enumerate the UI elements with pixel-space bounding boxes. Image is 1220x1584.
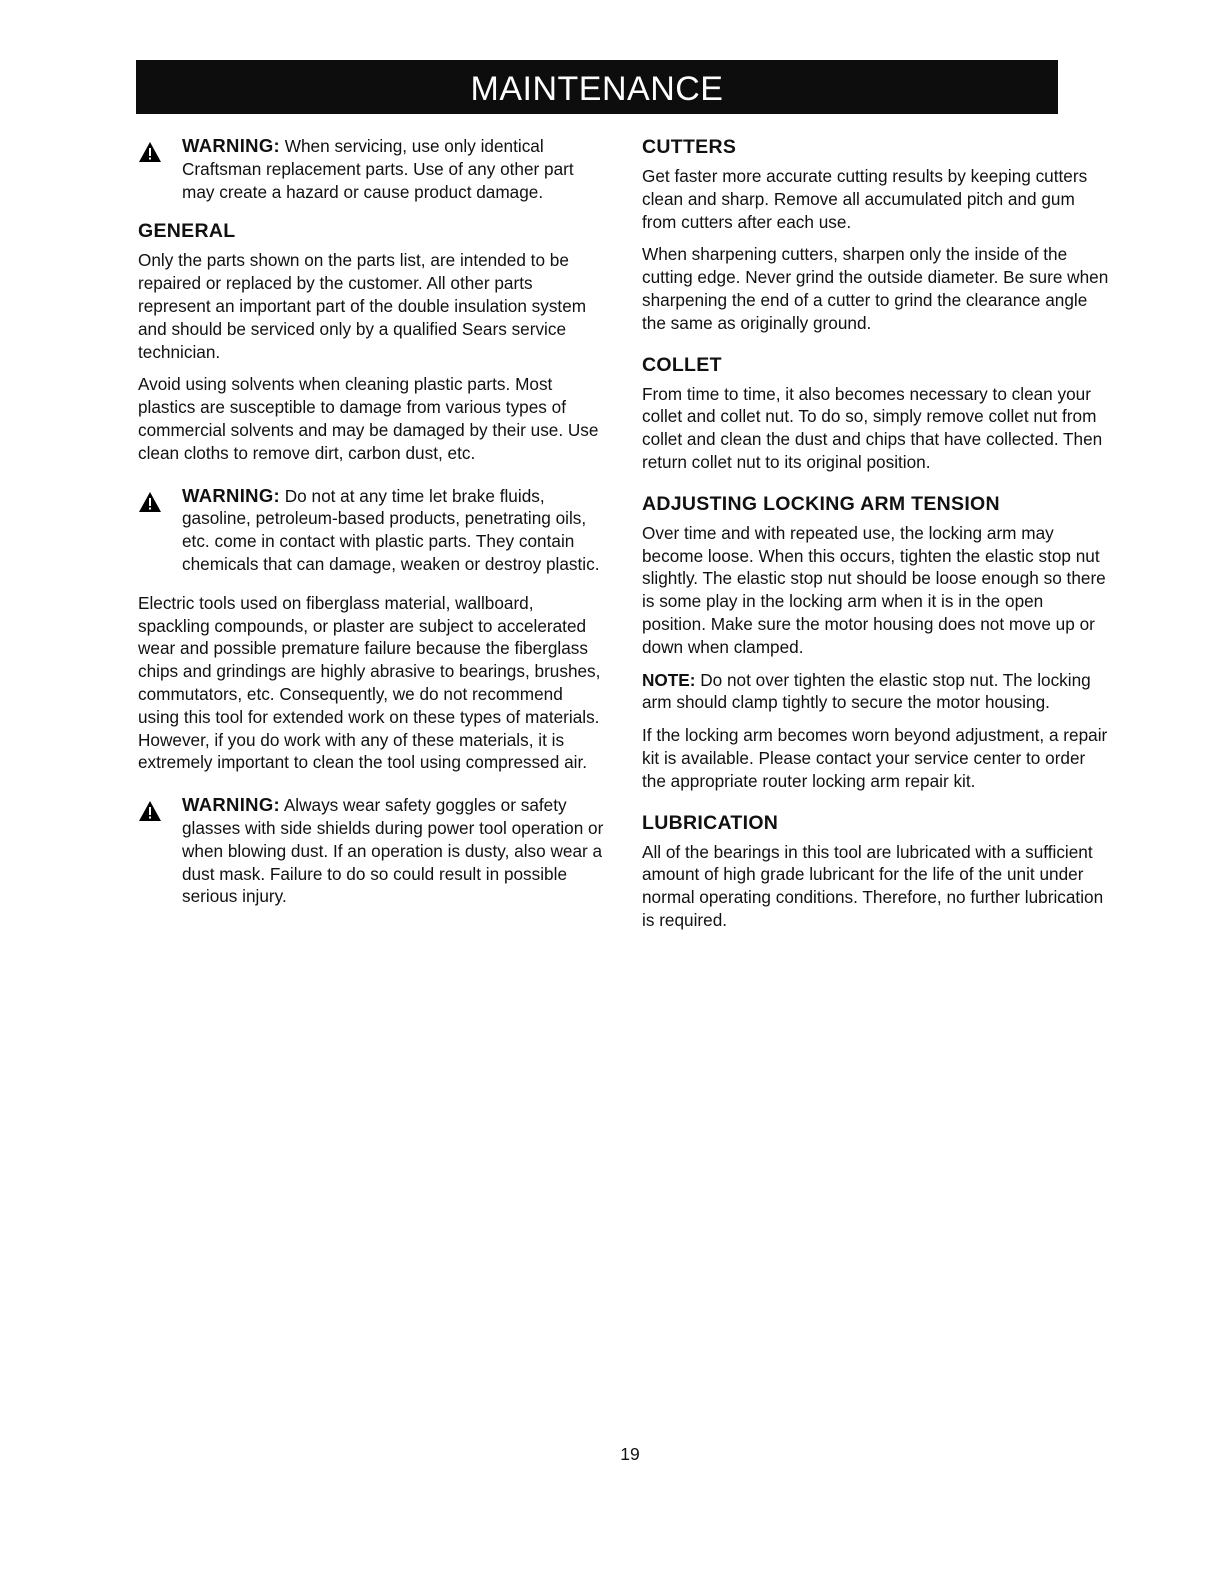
warning-text: Always wear safety goggles or safety glasses with side shields during power tool operation or when blowing dust. If an operation is dusty, also wear a dust mask. Failure to do so could result in possible serious injury.	[182, 795, 604, 907]
warning-text: Do not at any time let brake fluids, gasoline, petroleum-based products, penetrating oils, etc. come in contact with plastic parts. They contain chemicals that can damage, weaken or destroy plastic.	[182, 485, 600, 574]
page-title: MAINTENANCE	[470, 70, 724, 108]
section-banner	[136, 60, 1058, 114]
general-paragraph-1: Only the parts shown on the parts list, are intended to be repaired or replaced by the customer. All other parts represent an important part of the double insulation system and should be serviced only by a qualified Sears service technician.	[138, 250, 587, 362]
fiberglass-paragraph: Electric tools used on fiberglass material, wallboard, spackling compounds, or plaster are subject to accelerated wear and possible premature failure because the fiberglass chips and grindings are highly abrasive to bearings, brushes, commutators, etc. Consequently, we do not recommend using this tool for extended work on these types of materials. However, if you do work with any of these materials, it is extremely important to clean the tool using compressed air.	[138, 592, 601, 773]
note-text: Do not over tighten the elastic stop nut. The locking arm should clamp tightly to secure the motor housing.	[642, 669, 1091, 713]
warning-triangle-icon	[138, 491, 162, 513]
note-label: NOTE:	[642, 669, 696, 690]
cutters-paragraph-1: Get faster more accurate cutting results by keeping cutters clean and sharp. Remove all accumulated pitch and gum from cutters after each use.	[642, 166, 1088, 232]
locking-paragraph-1: Over time and with repeated use, the locking arm may become loose. When this occurs, tighten the elastic stop nut slightly. The elastic stop nut should be loose enough so there is some play in the locking arm when it is in the open position. Make sure the motor housing does not move up or down when clamped.	[642, 522, 1106, 657]
section-heading-cutters: CUTTERS	[642, 136, 737, 158]
general-paragraph-2: Avoid using solvents when cleaning plastic parts. Most plastics are susceptible to damage from various types of commercial solvents and may be damaged by their use. Use clean cloths to remove dirt, carbon dust, etc.	[138, 374, 599, 463]
lubrication-paragraph: All of the bearings in this tool are lubricated with a sufficient amount of high grade lubricant for the life of the unit under normal operating conditions. Therefore, no further lubrication is required.	[642, 841, 1104, 930]
warning-block-goggles	[138, 794, 608, 908]
warning-label: WARNING:	[182, 484, 280, 506]
collet-paragraph: From time to time, it also becomes necessary to clean your collet and collet nut. To do so, simply remove collet nut from collet and clean the dust and chips that have collected. Then return collet nut to its original position.	[642, 383, 1103, 472]
section-heading-collet: COLLET	[642, 353, 722, 376]
locking-note	[642, 669, 1112, 715]
warning-triangle-icon	[138, 141, 162, 163]
page-number: 19	[620, 1444, 640, 1464]
cutters-paragraph-2: When sharpening cutters, sharpen only the inside of the cutting edge. Never grind the outside diameter. Be sure when sharpening the end of a cutter to grind the clearance angle the same as originally ground.	[642, 244, 1109, 333]
warning-triangle-icon	[138, 800, 162, 822]
warning-label: WARNING:	[182, 794, 280, 816]
warning-block-solvents	[138, 485, 608, 576]
section-heading-locking-arm: ADJUSTING LOCKING ARM TENSION	[642, 492, 1000, 515]
warning-text: When servicing, use only identical Craftsman replacement parts. Use of any other part may create a hazard or cause product damage.	[182, 136, 574, 202]
section-heading-lubrication: LUBRICATION	[642, 811, 779, 834]
left-column	[138, 135, 608, 908]
warning-label: WARNING:	[182, 135, 280, 156]
section-heading-general: GENERAL	[138, 220, 236, 243]
right-column	[642, 135, 1112, 942]
locking-paragraph-2: If the locking arm becomes worn beyond adjustment, a repair kit is available. Please contact your service center to order the appropriate router locking arm repair kit.	[642, 725, 1108, 791]
warning-block-parts	[138, 135, 608, 203]
